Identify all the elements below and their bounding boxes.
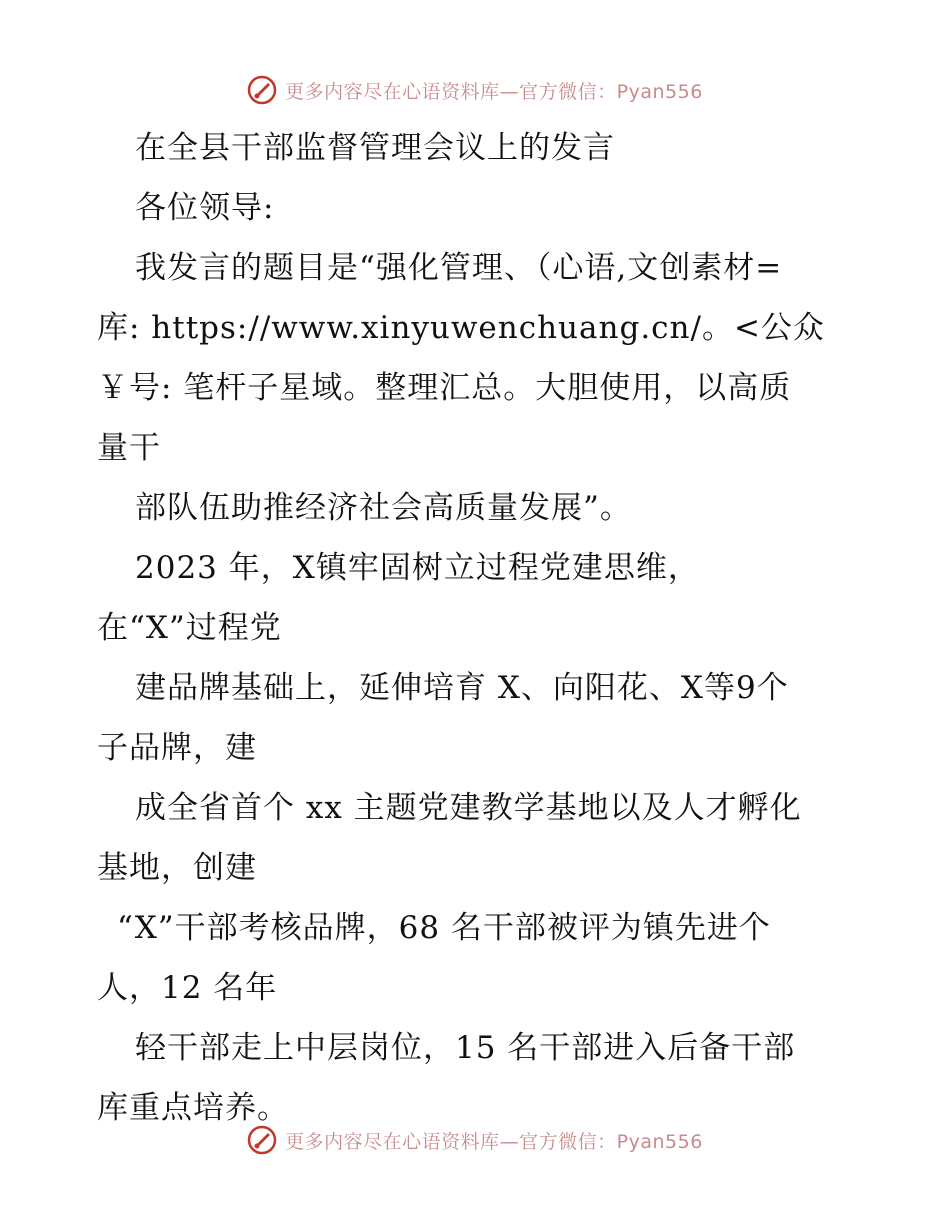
document-title: 在全县干部监督管理会议上的发言 (135, 130, 615, 166)
paragraph-line: 库重点培养。 (97, 1090, 289, 1126)
paragraph-line: 子品牌，建 (97, 730, 257, 766)
logo-icon (247, 75, 277, 105)
logo-icon (247, 1125, 277, 1155)
paragraph-line: 在“X”过程党 (97, 610, 282, 646)
footer-watermark-banner (0, 1120, 950, 1160)
banner-text: 更多内容尽在心语资料库—官方微信：Pyan556 (285, 80, 703, 103)
paragraph-line: 库: https://www.xinyuwenchuang.cn/。<公众 (97, 310, 825, 346)
paragraph-line: 我发言的题目是“强化管理、（心语,文创素材= (135, 250, 783, 286)
paragraph-line: ￥号: 笔杆子星域。整理汇总。大胆使用，以高质 (97, 370, 792, 406)
paragraph-line: “X”干部考核品牌，68 名干部被评为镇先进个 (117, 910, 771, 946)
paragraph-line: 量干 (97, 430, 161, 466)
header-watermark-banner (0, 70, 950, 110)
document-body (97, 118, 867, 1138)
salutation: 各位领导: (135, 190, 275, 226)
paragraph-line: 建品牌基础上，延伸培育 X、向阳花、X等9个 (135, 670, 789, 706)
paragraph-line: 2023 年，X镇牢固树立过程党建思维， (135, 550, 700, 586)
paragraph-line: 人，12 名年 (97, 970, 278, 1006)
paragraph-line: 成全省首个 xx 主题党建教学基地以及人才孵化 (135, 790, 802, 826)
paragraph-line: 轻干部走上中层岗位，15 名干部进入后备干部 (135, 1030, 796, 1066)
banner-text: 更多内容尽在心语资料库—官方微信：Pyan556 (285, 1130, 703, 1153)
paragraph-line: 部队伍助推经济社会高质量发展”。 (135, 490, 632, 526)
paragraph-line: 基地，创建 (97, 850, 257, 886)
